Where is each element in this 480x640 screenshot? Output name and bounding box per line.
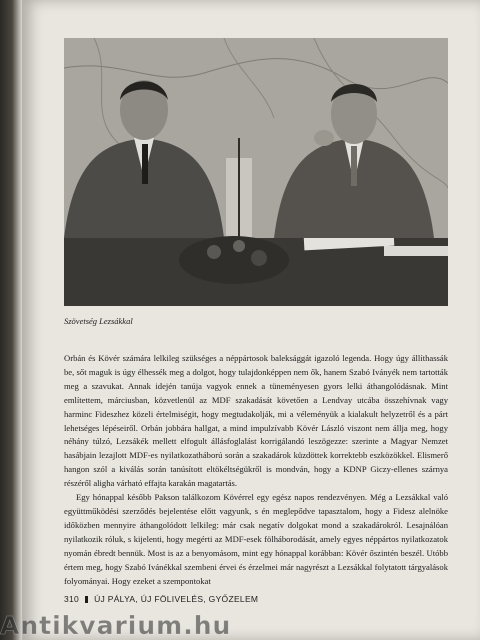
watermark: Antikvarium.hu [0, 611, 232, 640]
paragraph-2: Egy hónappal később Pakson találkozom Kövérrel egy egész napos rendezvényen. Még a Lezsákkal való együttműködési szerződés bejelentése előtt vagyunk, s én meglepődve tapasztalom, hogy a Fidesz alelnöke időközben mennyire áthangolódott lelkileg: már csak negatív dolgokat mond a szakadárokról. Lesajnálóan nyilatkozik róluk, s kijelenti, hogy megérti az MDF-esek fölháborodását, amely egyes néppártos nyilatkozatok nyomán ébredt bennük. Most is az a benyomásom, mint egy hónappal korábban: Kövér őszintén beszél. Utóbb értem meg, hogy Szabó Ivánékkal szembeni érvei és érzelmei már nagyrészt a Lezsákkal folytatott tárgyalások folyományai. Hogy ezeket a szempontokat [64, 492, 448, 586]
photo-illustration [64, 38, 448, 306]
page-footer [64, 594, 258, 604]
body-text [64, 352, 448, 588]
photo-caption: Szövetség Lezsákkal [64, 316, 133, 326]
section-title: ÚJ PÁLYA, ÚJ FÖLIVELÉS, GYŐZELEM [94, 594, 259, 604]
paragraph-1: Orbán és Kövér számára lelkileg szükséges a néppártosok baleksággát igazoló legenda. Hogy úgy állíthassák be, sőt maguk is úgy élhessék meg a dolgot, hogy tulajdonképpen nem ők, hanem Szabó Iványék nem tartották meg a szavukat. Annak idején tanúja vagyok ennek a tüneményesen gyors lelki áthangolódásnak. Mint említettem, márciusban, közvetlenül az MDF szakadását követően a Lendvay utcába összehívnak vagy harminc Fideszhez közeli értelmiségit, hogy megtudakolják, mi a véleményük a kialakult helyzetről és a párt lehetséges lépéseiről. Orbán jobbára hallgat, a mind impulzívabb Kövér László viszont nem állja meg, hogy néhány túlzó, Lezsákék mellett elfogult állásfoglalást korrigálandó leszögezze: szerinte a Magyar Nemzet hasábjain lezajlott MDF-es nyilatkozatháború során a szakadárok küzdöttek korrektebb eszközökkel. Elismerő hangon szól a kiválás során tanúsított eltökéltségükről is mondván, hogy a KDNP Giczy-ellenes szárnya részéről aligha várható effajta karakán magatartás. [64, 353, 448, 489]
black-and-white-photo [64, 38, 448, 306]
page-number: 310 [64, 594, 80, 604]
footer-separator [85, 596, 88, 603]
